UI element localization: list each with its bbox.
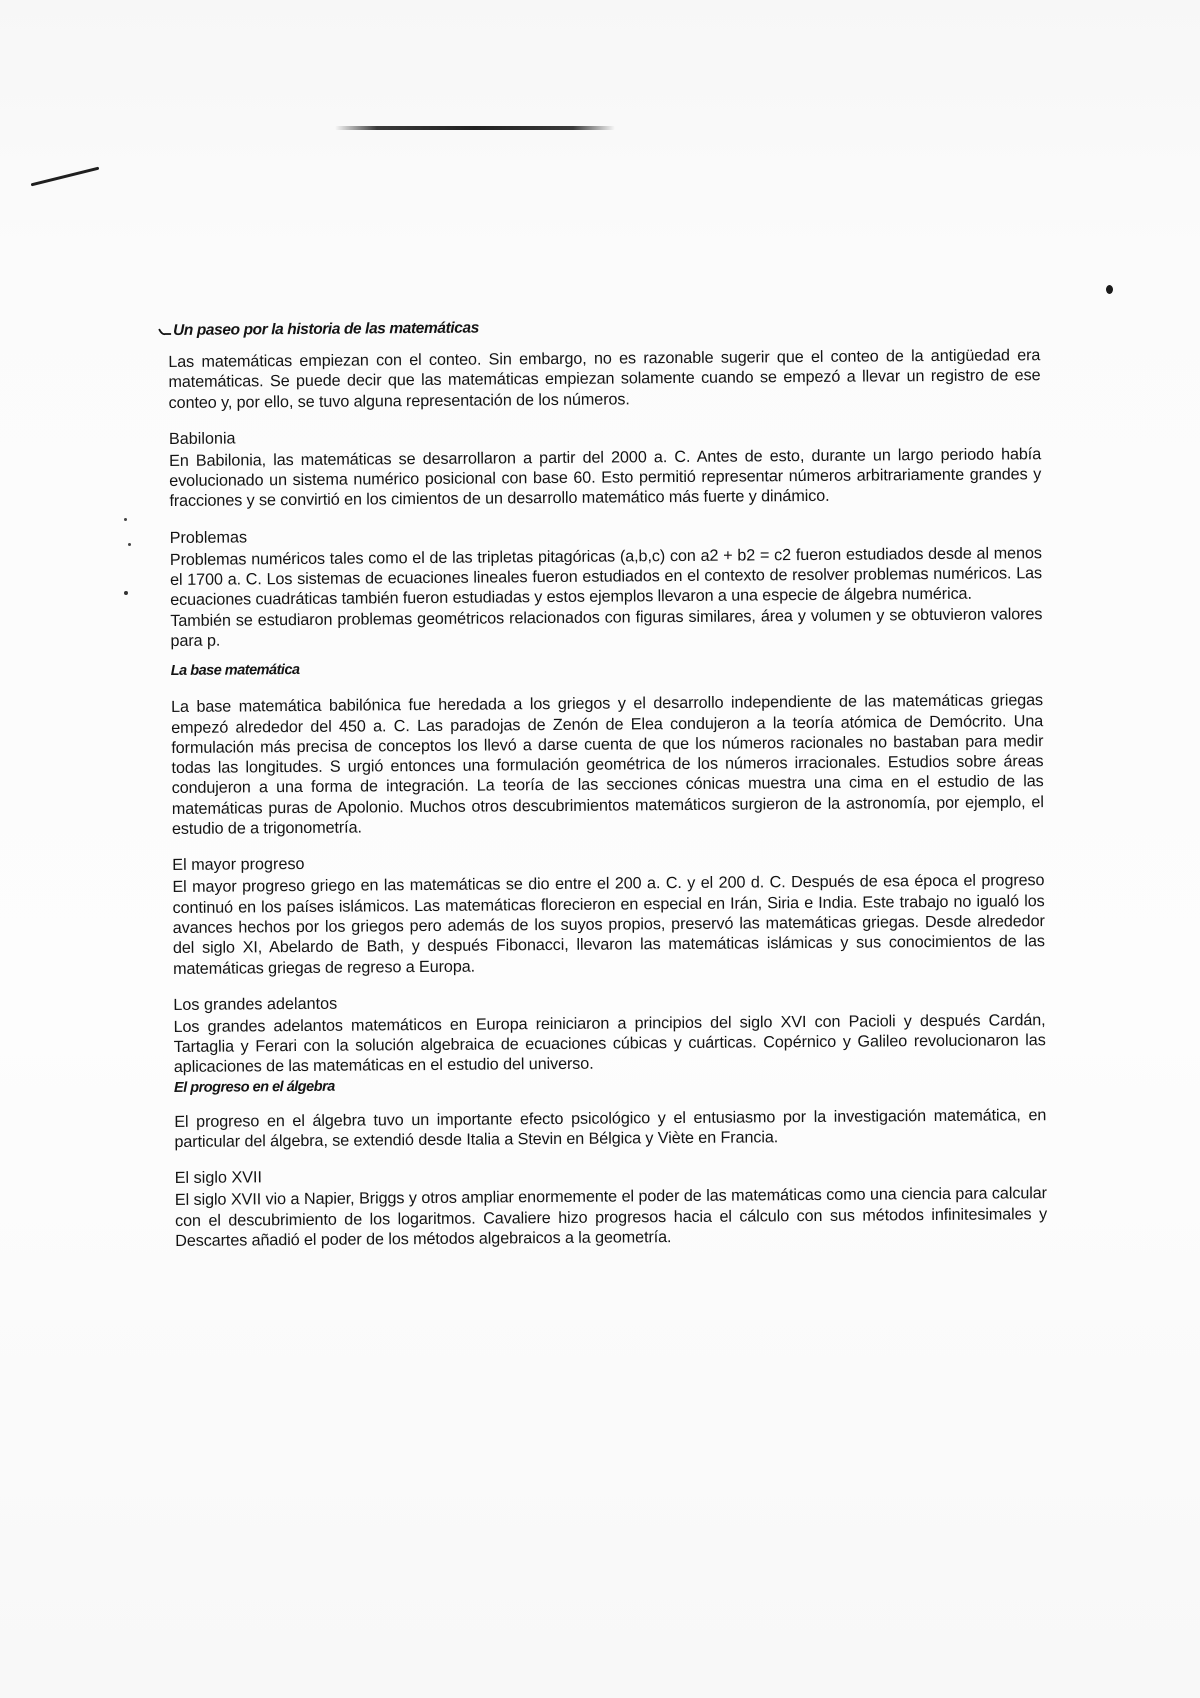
section-heading-progreso-algebra: El progreso en el álgebra (173, 1078, 335, 1096)
section-paragraph: La base matemática babilónica fue heredada a los griegos y el desarrollo independiente de las matemáticas griegas empezó alrededor del 450 a. C. Las paradojas de Zenón de Elea condujeron a la teoría atómica de Demócrito. Una formulación más precisa de conceptos los llevó a darse cuenta de que los números racionales no bastaban para medir todas las longitudes. S urgió entonces una formulación geométrica de los números irracionales. Estudios sobre áreas condujeron a una forma de integración. La teoría de las secciones cónicas muestra una cima en el estudio de las matemáticas puras de Apolonio. Muchos otros descubrimientos matemáticos surgieron de la astronomía, por ejemplo, el estudio de a trigonometría. (170, 691, 1044, 839)
section-heading-mayor-progreso: El mayor progreso (172, 855, 305, 875)
document-title: Un paseo por la historia de las matemáticas (172, 319, 479, 339)
section-paragraph: También se estudiaron problemas geométricos relacionados con figuras similares, área y volumen y se obtuvieron valores para p. (170, 604, 1043, 650)
ink-dot-right (1106, 285, 1113, 294)
section-heading-grandes-adelantos: Los grandes adelantos (173, 994, 338, 1014)
scan-smudge-top (335, 126, 615, 130)
section-heading-siglo-xvii: El siglo XVII (174, 1168, 263, 1188)
ink-dot (128, 543, 131, 546)
checkmark-icon (158, 326, 172, 336)
document-body (168, 315, 1047, 1261)
section-heading-base-matematica: La base matemática (170, 662, 300, 680)
intro-paragraph: Las matemáticas empiezan con el conteo. Sin embargo, no es razonable sugerir que el conteo de la antigüedad era matemáticas. Se puede decir que las matemáticas empiezan solamente cuando se empezó a llevar un registro de ese conteo y, por ello, se tuvo alguna representación de los números. (168, 346, 1041, 412)
ink-dot (124, 591, 128, 595)
section-paragraph: El mayor progreso griego en las matemáticas se dio entre el 200 a. C. y el 200 d. C. Después de esa época el progreso continuó en los países islámicos. Las matemáticas florecieron en especial en Irán, Siria e India. Este trabajo no igualó los avances hechos por los griegos pero además de los suyos propios, preservó las matemáticas griegas. Desde alrededor del siglo XI, Abelardo de Bath, y después Fibonacci, llevaron las matemáticas islámicas y sus conocimientos de las matemáticas griegas de regreso a Europa. (172, 871, 1045, 978)
section-paragraph: Los grandes adelantos matemáticos en Europa reiniciaron a principios del siglo XVI con Pacioli y después Cardán, Tartaglia y Ferari con la solución algebraica de ecuaciones cúbicas y cuárticas. Copérnico y Galileo revolucionaron las aplicaciones de las matemáticas en el estudio del universo. (173, 1010, 1046, 1077)
section-paragraph: El siglo XVII vio a Napier, Briggs y otros ampliar enormemente el poder de las matemáticas como una ciencia para calcular con el descubrimiento de los logaritmos. Cavaliere hizo progresos hacia el cálculo con sus métodos infinitesimales y Descartes añadió el poder de los métodos algebraicos a la geometría. (174, 1184, 1048, 1250)
section-paragraph: El progreso en el álgebra tuvo un importante efecto psicológico y el entusiasmo por la investigación matemática, en particular del álgebra, se extendió desde Italia a Stevin en Bélgica y Viète en Francia. (174, 1105, 1047, 1151)
section-paragraph: Problemas numéricos tales como el de las tripletas pitagóricas (a,b,c) con a2 + b2 = c2 fueron estudiados desde al menos el 1700 a. C. Los sistemas de ecuaciones lineales fueron estudiados en el contexto de resolver problemas numéricos. Las ecuaciones cuadráticas también fueron estudiadas y estos ejemplos llevaron a una especie de álgebra numérica. (169, 543, 1043, 610)
section-heading-babilonia: Babilonia (168, 429, 236, 448)
ink-dot (124, 518, 127, 521)
section-heading-problemas: Problemas (169, 528, 248, 547)
section-paragraph: En Babilonia, las matemáticas se desarrollaron a partir del 2000 a. C. Antes de esto, durante un largo periodo había evolucionado un sistema numérico posicional con base 60. Esto permitió representar números arbitrariamente grandes y fracciones y se convirtió en los cimientos de un desarrollo matemático más fuerte y dinámico. (169, 445, 1042, 511)
